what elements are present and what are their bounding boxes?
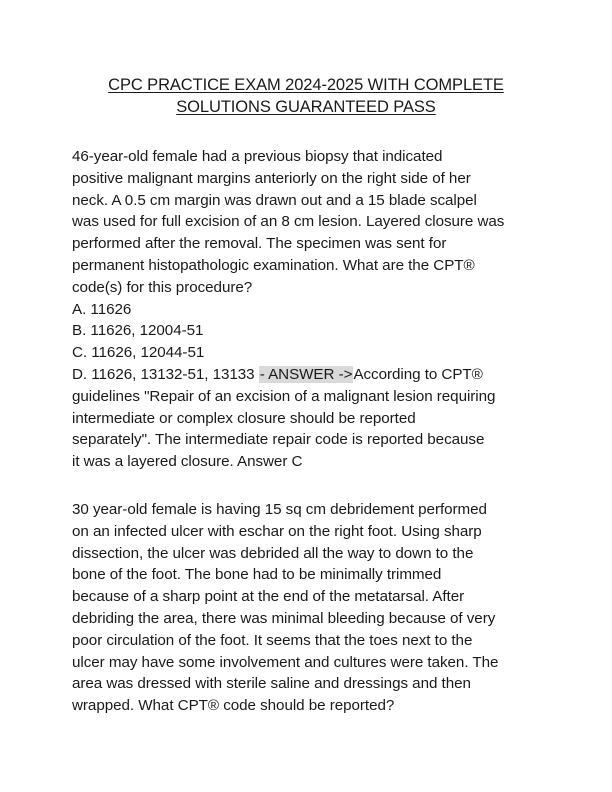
question-2-text-line: on an infected ulcer with eschar on the right foot. Using sharp bbox=[72, 522, 482, 540]
option-d-line bbox=[72, 364, 550, 386]
question-2-text-line: bone of the foot. The bone had to be minimally trimmed bbox=[72, 566, 442, 584]
answer-text-line: intermediate or complex closure should be reported bbox=[72, 409, 416, 427]
answer-text-line: separately". The intermediate repair code is reported because bbox=[72, 431, 485, 449]
title-line-1: CPC PRACTICE EXAM 2024-2025 WITH COMPLETE bbox=[108, 76, 504, 94]
question-2-text-line: area was dressed with sterile saline and dressings and then bbox=[72, 675, 471, 693]
question-2-text-line: 30 year-old female is having 15 sq cm debridement performed bbox=[72, 501, 487, 518]
option-a: A. 11626 bbox=[72, 300, 132, 318]
answer-text-line: guidelines "Repair of an excision of a malignant lesion requiring bbox=[72, 387, 496, 405]
answer-marker: - ANSWER -> bbox=[259, 365, 353, 383]
question-2-text-line: debriding the area, there was minimal bleeding because of very bbox=[72, 609, 496, 627]
answer-text-line: According to CPT® bbox=[353, 365, 483, 383]
question-1-text-line: positive malignant margins anteriorly on the right side of her bbox=[72, 169, 471, 187]
question-1 bbox=[72, 146, 550, 473]
question-1-text-line: performed after the removal. The specimen was sent for bbox=[72, 235, 447, 253]
question-2-text-line: because of a sharp point at the end of the metatarsal. After bbox=[72, 588, 465, 606]
question-2-text-line: poor circulation of the foot. It seems that the toes next to the bbox=[72, 631, 473, 649]
question-2 bbox=[72, 499, 550, 717]
title-line-2: SOLUTIONS GUARANTEED PASS bbox=[176, 98, 436, 116]
question-2-text-line: wrapped. What CPT® code should be reported? bbox=[72, 697, 395, 715]
question-1-text-line: permanent histopathologic examination. What are the CPT® bbox=[72, 256, 475, 274]
question-2-text-line: dissection, the ulcer was debrided all the way to down to the bbox=[72, 544, 474, 562]
question-2-text-line: ulcer may have some involvement and cultures were taken. The bbox=[72, 653, 499, 671]
option-b: B. 11626, 12004-51 bbox=[72, 322, 204, 340]
page-title bbox=[60, 74, 552, 118]
question-1-text-line: 46-year-old female had a previous biopsy that indicated bbox=[72, 148, 443, 165]
option-d: D. 11626, 13132-51, 13133 bbox=[72, 365, 259, 383]
question-1-text-line: neck. A 0.5 cm margin was drawn out and a 15 blade scalpel bbox=[72, 191, 477, 209]
option-c: C. 11626, 12044-51 bbox=[72, 344, 205, 362]
question-1-text-line: code(s) for this procedure? bbox=[72, 278, 253, 296]
answer-text-line: it was a layered closure. Answer C bbox=[72, 453, 303, 471]
question-1-text-line: was used for full excision of an 8 cm lesion. Layered closure was bbox=[72, 213, 505, 231]
